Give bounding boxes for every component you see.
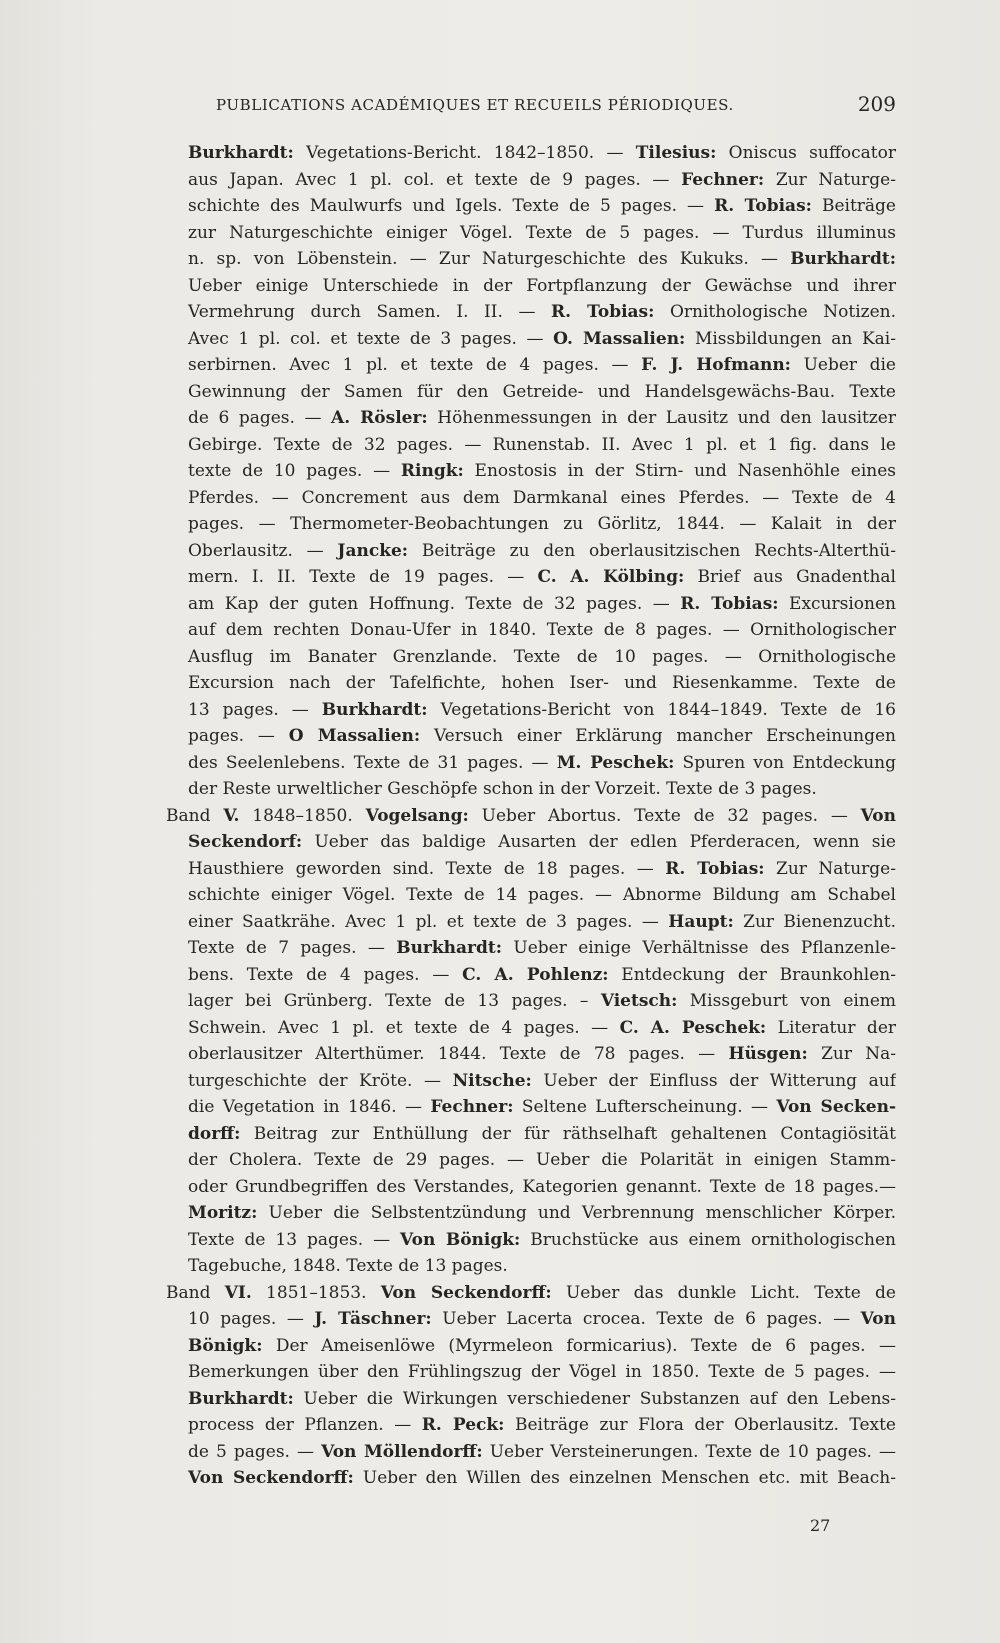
text-segment: Gewinnung der Samen für den Getreide- und Handelsgewächs-Bau. Texte <box>188 381 896 402</box>
text-segment: Ausflug im Banater Grenzlande. Texte de 10 pages. — Ornithologische <box>188 646 896 667</box>
author-name: Burkhardt: <box>321 699 428 720</box>
author-name: R. Tobias: <box>665 858 765 879</box>
text-segment: Ueber der Einfluss der Witterung auf <box>531 1070 896 1091</box>
text-segment: zur Naturgeschichte einiger Vögel. Texte de 5 pages. — Turdus illuminus <box>188 222 896 243</box>
author-name: Bönigk: <box>188 1335 263 1356</box>
text-line <box>166 909 896 936</box>
text-line <box>166 405 896 432</box>
text-segment: Versuch einer Erklärung mancher Erscheinungen <box>420 726 896 746</box>
text-segment: aus Japan. Avec 1 pl. col. et texte de 9 pages. — <box>188 169 682 190</box>
text-segment: Texte de 7 pages. — <box>188 938 397 958</box>
text-line <box>166 1280 896 1307</box>
text-segment: Beiträge zu den oberlausitzischen Rechts-Alterthü- <box>408 540 896 561</box>
text-segment: lager bei Grünberg. Texte de 13 pages. – <box>188 991 601 1011</box>
author-name: Von <box>860 1309 896 1329</box>
text-line <box>166 564 896 591</box>
text-segment: Texte de 13 pages. — <box>188 1229 401 1250</box>
text-segment: Ornithologische Notizen. <box>654 302 896 322</box>
text-line <box>166 1333 896 1360</box>
text-line <box>166 1094 896 1121</box>
author-name: Burkhardt: <box>790 249 896 269</box>
author-name: M. Peschek: <box>556 752 675 773</box>
author-name: Burkhardt: <box>188 143 294 163</box>
author-name: C. A. Kölbing: <box>537 567 685 587</box>
text-line <box>166 326 896 353</box>
text-segment: Oberlausitz. — <box>188 540 338 561</box>
author-name: R. Tobias: <box>714 196 812 216</box>
text-line <box>166 220 896 247</box>
text-segment: Missgeburt von einem <box>677 991 896 1011</box>
author-name: R. Peck: <box>421 1415 505 1435</box>
author-name: J. Täschner: <box>314 1309 432 1329</box>
text-line <box>166 352 896 379</box>
text-segment: Band <box>166 1282 225 1303</box>
text-line <box>166 1359 896 1386</box>
text-segment: Vegetations-Bericht. 1842–1850. — <box>293 143 636 163</box>
text-line <box>166 1200 896 1227</box>
author-name: Burkhardt: <box>188 1388 294 1409</box>
author-name: R. Tobias: <box>551 302 655 322</box>
text-line <box>166 829 896 856</box>
text-segment: Zur Naturge- <box>764 169 896 190</box>
text-line <box>166 617 896 644</box>
text-segment: Ueber den Willen des einzelnen Menschen etc. mit Beach- <box>353 1468 896 1488</box>
text-segment: Beiträge zur Flora der Oberlausitz. Texte <box>504 1415 896 1435</box>
text-segment: Ueber Versteinerungen. Texte de 10 pages. — <box>482 1441 896 1462</box>
text-line <box>166 591 896 618</box>
text-line <box>166 750 896 777</box>
running-title: PUBLICATIONS ACADÉMIQUES ET RECUEILS PÉRIODIQUES. <box>216 96 734 114</box>
text-line <box>166 193 896 220</box>
text-segment: de 6 pages. — <box>188 408 331 428</box>
text-segment: der Cholera. Texte de 29 pages. — Ueber die Polarität in einigen Stamm- <box>188 1150 896 1170</box>
author-name: Haupt: <box>668 911 734 932</box>
author-name: O. Massalien: <box>553 328 686 349</box>
text-segment: des Seelenlebens. Texte de 31 pages. — <box>188 752 557 773</box>
author-name: F. J. Hofmann: <box>641 355 791 375</box>
text-segment: Ueber einige Verhältnisse des Pflanzenle- <box>502 938 896 958</box>
text-segment: de 5 pages. — <box>188 1441 322 1462</box>
text-segment: Höhenmessungen in der Lausitz und den lausitzer <box>427 408 896 428</box>
text-segment: schichte einiger Vögel. Texte de 14 pages. — Abnorme Bildung am Schabel <box>188 885 896 905</box>
author-name: Ringk: <box>400 461 464 481</box>
text-segment: Hausthiere geworden sind. Texte de 18 pages. — <box>188 858 666 879</box>
text-segment: die Vegetation in 1846. — <box>188 1097 431 1117</box>
text-line <box>166 988 896 1015</box>
author-name: Von Möllendorff: <box>321 1441 483 1462</box>
text-line <box>166 723 896 750</box>
text-line <box>166 485 896 512</box>
text-segment: Zur Na- <box>807 1044 896 1064</box>
author-name: Jancke: <box>337 540 409 561</box>
text-line <box>166 962 896 989</box>
text-line <box>166 1253 896 1280</box>
text-segment: turgeschichte der Kröte. — <box>188 1070 453 1091</box>
text-segment: Avec 1 pl. col. et texte de 3 pages. — <box>188 328 554 349</box>
author-name: Fechner: <box>430 1097 514 1117</box>
text-segment: pages. — <box>188 726 289 746</box>
text-segment: Entdeckung der Braunkohlen- <box>608 964 896 985</box>
body-text <box>166 140 896 1492</box>
text-segment: Ueber die Wirkungen verschiedener Substanzen auf den Lebens- <box>293 1388 896 1409</box>
text-segment: Enostosis in der Stirn- und Nasenhöhle eines <box>463 461 896 481</box>
author-name: O Massalien: <box>288 726 421 746</box>
author-name: C. A. Pohlenz: <box>462 964 609 985</box>
text-segment: Zur Naturge- <box>764 858 896 879</box>
author-name: Nitsche: <box>452 1070 532 1091</box>
author-name: A. Rösler: <box>331 408 428 428</box>
text-segment: Der Ameisenlöwe (Myrmeleon formicarius). Texte de 6 pages. — <box>262 1335 896 1356</box>
text-segment: bens. Texte de 4 pages. — <box>188 964 463 985</box>
text-line <box>166 273 896 300</box>
text-line <box>166 1015 896 1042</box>
text-segment: Bemerkungen über den Frühlingszug der Vögel in 1850. Texte de 5 pages. — <box>188 1362 896 1382</box>
page-header <box>216 94 896 120</box>
text-segment: Brief aus Gnadenthal <box>684 567 896 587</box>
text-line <box>166 1121 896 1148</box>
text-segment: Beitrag zur Enthüllung der für räthselhaft gehaltenen Contagiösität <box>240 1123 896 1144</box>
author-name: C. A. Peschek: <box>619 1017 767 1038</box>
text-segment: 1848–1850. <box>239 805 366 826</box>
text-segment: Ueber das baldige Ausarten der edlen Pferderacen, wenn sie <box>302 832 896 852</box>
text-line <box>166 140 896 167</box>
text-segment: Oniscus suffocator <box>716 143 896 163</box>
text-segment: process der Pflanzen. — <box>188 1415 422 1435</box>
text-segment: Vegetations-Bericht von 1844–1849. Texte de 16 <box>427 699 896 720</box>
text-segment: Ueber die <box>790 355 896 375</box>
author-name: Von Seckendorff: <box>380 1282 552 1303</box>
author-name: dorff: <box>188 1123 241 1144</box>
text-line <box>166 697 896 724</box>
text-segment: n. sp. von Löbenstein. — Zur Naturgeschichte des Kukuks. — <box>188 249 791 269</box>
text-line <box>166 776 896 803</box>
text-segment: Ueber die Selbstentzündung und Verbrennung menschlicher Körper. <box>257 1203 896 1223</box>
text-segment: Beiträge <box>811 196 896 216</box>
signature-mark: 27 <box>810 1516 831 1535</box>
text-line <box>166 1227 896 1254</box>
text-segment: Literatur der <box>766 1017 896 1038</box>
author-name: Von Bönigk: <box>400 1229 521 1250</box>
text-line <box>166 1306 896 1333</box>
author-name: V. <box>223 805 240 826</box>
text-segment: Band <box>166 805 224 826</box>
text-segment: Ueber Lacerta crocea. Texte de 6 pages. — <box>431 1309 861 1329</box>
text-segment: 1851–1853. <box>251 1282 381 1303</box>
text-segment: Excursionen <box>778 593 896 614</box>
text-segment: Ueber Abortus. Texte de 32 pages. — <box>468 805 861 826</box>
text-segment: Ueber einige Unterschiede in der Fortpflanzung der Gewächse und ihrer <box>188 275 896 296</box>
text-line <box>166 882 896 909</box>
text-line <box>166 246 896 273</box>
text-segment: der Reste urweltlicher Geschöpfe schon in der Vorzeit. Texte de 3 pages. <box>188 779 817 799</box>
text-line <box>166 803 896 830</box>
text-segment: mern. I. II. Texte de 19 pages. — <box>188 567 538 587</box>
text-segment: einer Saatkrähe. Avec 1 pl. et texte de 3 pages. — <box>188 911 669 932</box>
text-line <box>166 1412 896 1439</box>
text-line <box>166 167 896 194</box>
text-segment: Ueber das dunkle Licht. Texte de <box>551 1282 896 1303</box>
text-line <box>166 1174 896 1201</box>
author-name: Tilesius: <box>635 143 717 163</box>
author-name: Vogelsang: <box>365 805 469 826</box>
text-segment: oberlausitzer Alterthümer. 1844. Texte de 78 pages. — <box>188 1044 729 1064</box>
text-line <box>166 1439 896 1466</box>
author-name: VI. <box>224 1282 252 1303</box>
text-line <box>166 379 896 406</box>
text-line <box>166 299 896 326</box>
text-segment: Bruchstücke aus einem ornithologischen <box>520 1229 896 1250</box>
text-segment: 13 pages. — <box>188 699 322 720</box>
text-line <box>166 856 896 883</box>
text-line <box>166 1147 896 1174</box>
text-line <box>166 1041 896 1068</box>
text-line <box>166 511 896 538</box>
text-segment: serbirnen. Avec 1 pl. et texte de 4 pages. — <box>188 355 642 375</box>
text-line <box>166 670 896 697</box>
text-line <box>166 935 896 962</box>
text-segment: Missbildungen an Kai- <box>685 328 896 349</box>
text-segment: Gebirge. Texte de 32 pages. — Runenstab. II. Avec 1 pl. et 1 fig. dans le <box>188 434 896 455</box>
page-number: 209 <box>857 92 896 116</box>
author-name: Burkhardt: <box>396 938 503 958</box>
text-segment: 10 pages. — <box>188 1309 315 1329</box>
text-line <box>166 538 896 565</box>
text-line <box>166 1465 896 1492</box>
text-segment: auf dem rechten Donau-Ufer in 1840. Texte de 8 pages. — Ornithologischer <box>188 620 896 640</box>
text-segment: oder Grundbegriffen des Verstandes, Kategorien genannt. Texte de 18 pages.— <box>188 1176 896 1197</box>
text-segment: Spuren von Entdeckung <box>674 752 896 773</box>
author-name: Fechner: <box>681 169 765 190</box>
text-line <box>166 1386 896 1413</box>
text-segment: pages. — Thermometer-Beobachtungen zu Görlitz, 1844. — Kalait in der <box>188 514 896 534</box>
author-name: R. Tobias: <box>680 593 779 614</box>
author-name: Von Secken- <box>776 1097 896 1117</box>
text-segment: Zur Bienenzucht. <box>733 911 896 932</box>
text-segment: Tagebuche, 1848. Texte de 13 pages. <box>188 1256 508 1276</box>
author-name: Moritz: <box>188 1203 258 1223</box>
text-segment: Excursion nach der Tafelfichte, hohen Iser- und Riesenkamme. Texte de <box>188 673 896 693</box>
text-segment: Seltene Lufterscheinung. — <box>513 1097 777 1117</box>
text-segment: Vermehrung durch Samen. I. II. — <box>188 302 552 322</box>
text-line <box>166 458 896 485</box>
author-name: Seckendorf: <box>188 832 303 852</box>
text-line <box>166 644 896 671</box>
text-segment: texte de 10 pages. — <box>188 461 401 481</box>
author-name: Hüsgen: <box>728 1044 808 1064</box>
author-name: Von Seckendorff: <box>188 1468 354 1488</box>
text-line <box>166 432 896 459</box>
text-segment: Schwein. Avec 1 pl. et texte de 4 pages. — <box>188 1017 620 1038</box>
text-segment: schichte des Maulwurfs und Igels. Texte de 5 pages. — <box>188 196 715 216</box>
text-line <box>166 1068 896 1095</box>
text-segment: Pferdes. — Concrement aus dem Darmkanal eines Pferdes. — Texte de 4 <box>188 487 896 508</box>
author-name: Von <box>860 805 896 826</box>
author-name: Vietsch: <box>600 991 678 1011</box>
text-segment: am Kap der guten Hoffnung. Texte de 32 pages. — <box>188 593 681 614</box>
